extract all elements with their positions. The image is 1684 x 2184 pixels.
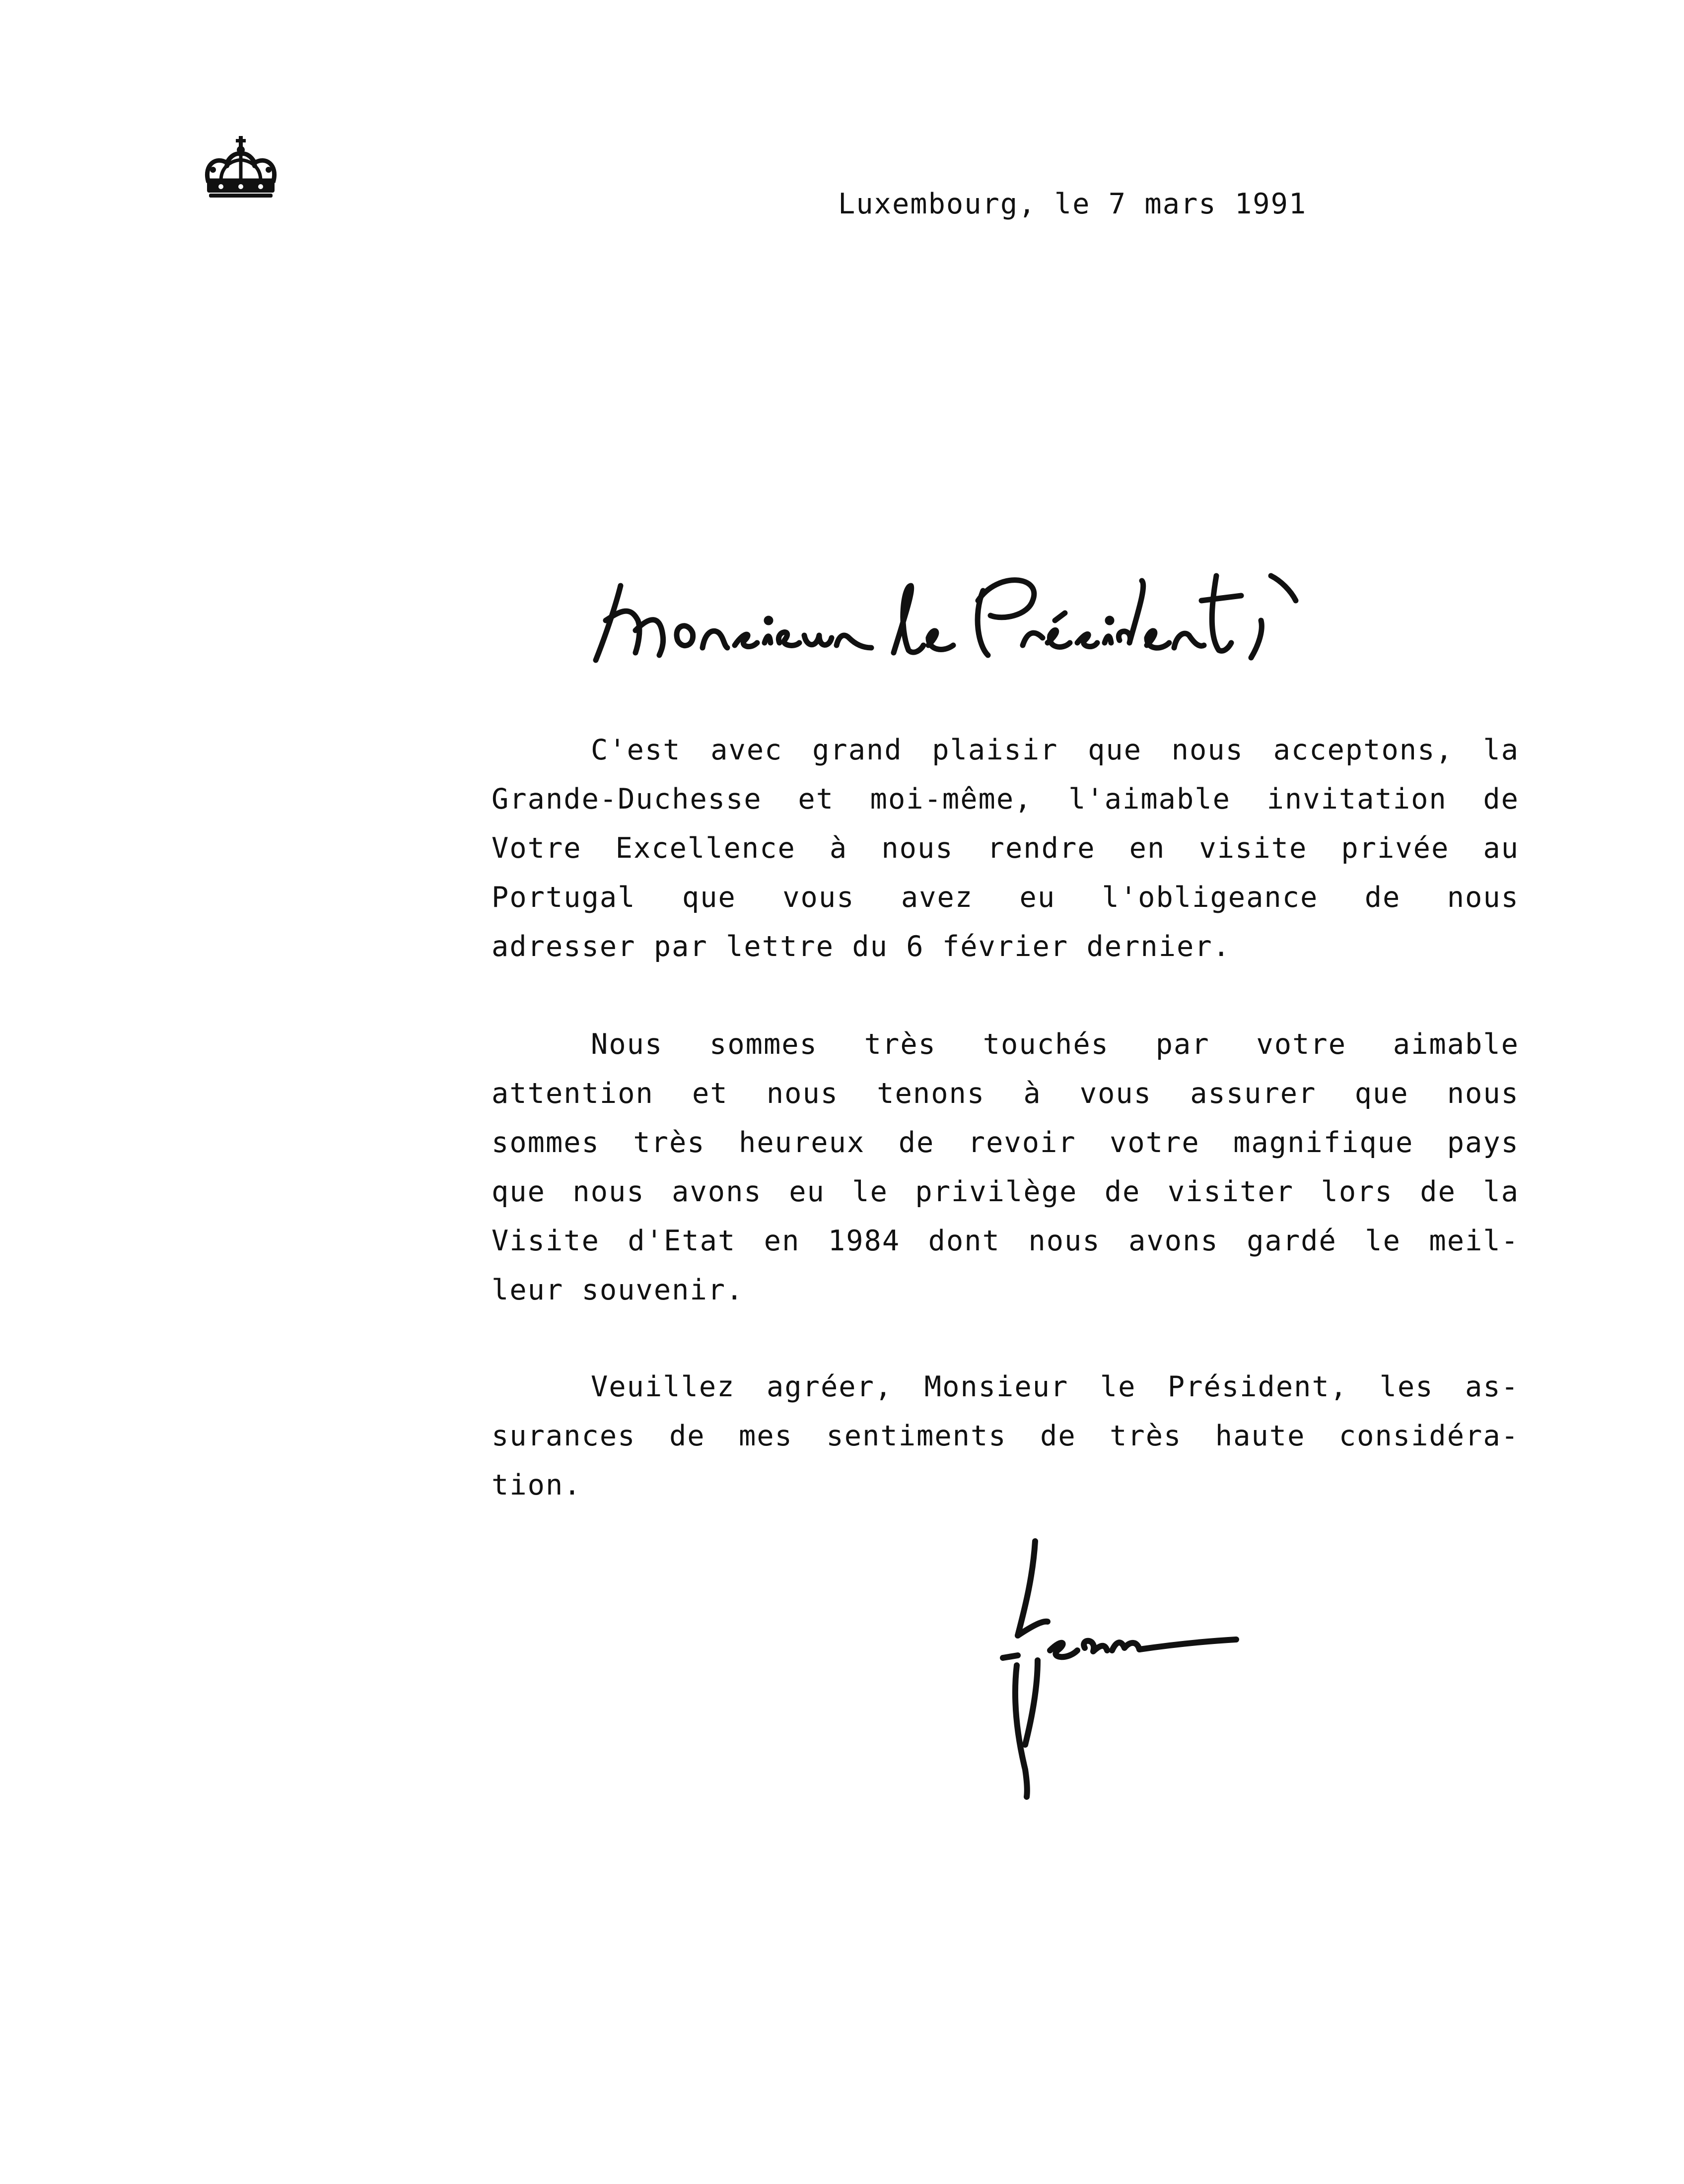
- text-line: leur souvenir.: [491, 1274, 744, 1306]
- text-line: Grande-Duchesse et moi-même, l'aimable invitation de: [491, 783, 1519, 816]
- text-line: surances de mes sentiments de très haute considéra-: [491, 1420, 1519, 1452]
- handwritten-salutation: [586, 546, 1311, 675]
- text-line: Veuillez agréer, Monsieur le Président, les as-: [591, 1370, 1519, 1403]
- text-line: attention et nous tenons à vous assurer que nous: [491, 1077, 1519, 1110]
- letter-paragraph-3: [491, 1363, 1519, 1510]
- letter-paragraph-2: [491, 1020, 1519, 1315]
- text-line: Portugal que vous avez eu l'obligeance de nous: [491, 881, 1519, 914]
- text-line: Votre Excellence à nous rendre en visite privée au: [491, 832, 1519, 865]
- text-line: C'est avec grand plaisir que nous acceptons, la: [591, 734, 1519, 766]
- text-line: sommes très heureux de revoir votre magnifique pays: [491, 1126, 1519, 1159]
- text-line: tion.: [491, 1469, 582, 1502]
- text-line: que nous avons eu le privilège de visiter lors de la: [491, 1175, 1519, 1208]
- text-line: Nous sommes très touchés par votre aimable: [591, 1028, 1519, 1061]
- signature: [988, 1536, 1266, 1804]
- dateline: Luxembourg, le 7 mars 1991: [838, 188, 1307, 220]
- text-line: Visite d'Etat en 1984 dont nous avons gardé le meil-: [491, 1225, 1519, 1257]
- text-line: adresser par lettre du 6 février dernier.: [491, 930, 1231, 963]
- crown-icon: [201, 135, 281, 205]
- letter-paragraph-1: [491, 726, 1519, 971]
